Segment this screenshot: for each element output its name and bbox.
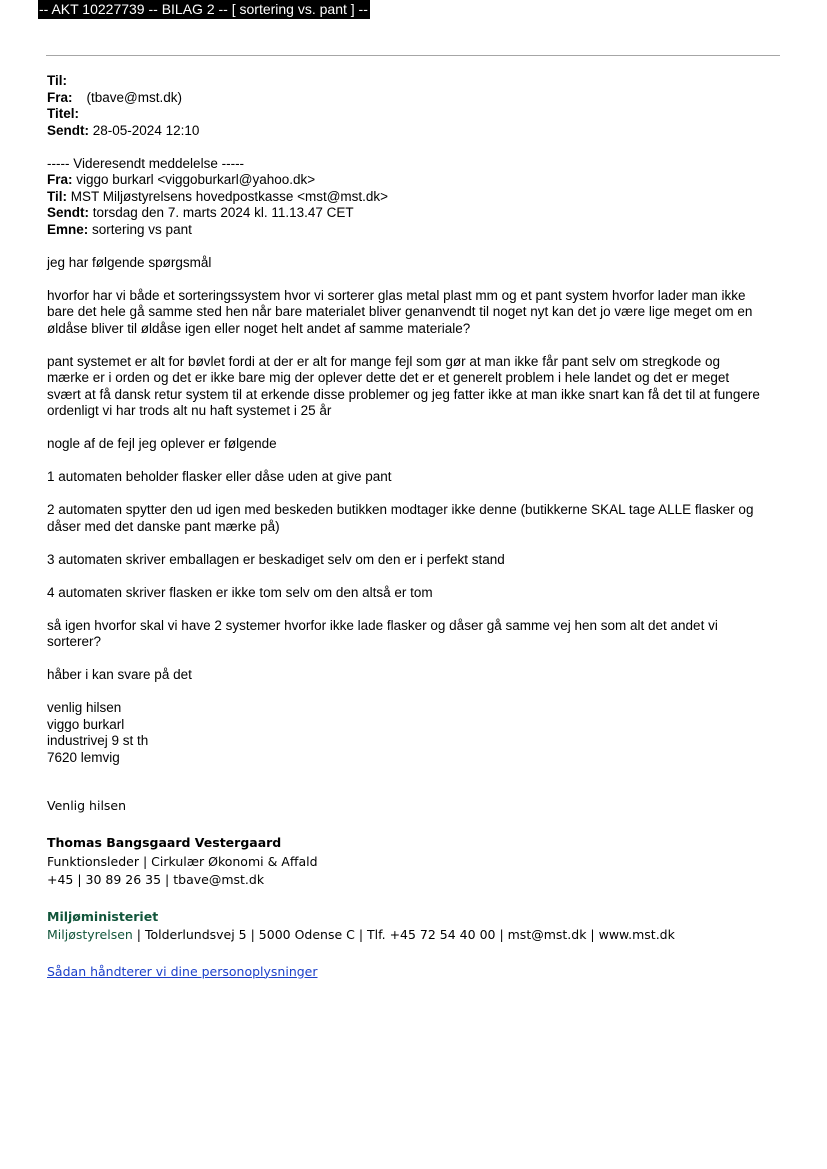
body-paragraph-9: så igen hvorfor skal vi have 2 systemer hvorfor ikke lade flasker og dåser gå samme vej hen som alt det andet vi sorterer? [47,617,718,649]
body-paragraph-3: pant systemet er alt for bøvlet fordi at der er alt for mange fejl som gør at man ikke får pant selv om stregkode og mærke er i orden og det er ikke bare mig der oplever dette det er et generelt problem i hele landet og det er meget svært at få dansk retur system til at erkende disse problemer og jeg fatter ikke at man ikke snart kan få det til at fungere ordenligt vi har trods alt nu haft systemet i 25 år [47,353,760,418]
titel-label: Titel: [47,106,80,121]
fra-label: Fra: [47,89,73,105]
fra-value: (tbave@mst.dk) [86,89,182,105]
fwd-fra-value: viggo burkarl <viggoburkarl@yahoo.dk> [76,172,316,187]
signature-contact: +45 | 30 89 26 35 | tbave@mst.dk [47,872,265,887]
signature-title: Funktionsleder | Cirkulær Økonomi & Affald [47,853,318,869]
signature-agency: Miljøstyrelsen [47,927,133,942]
fwd-emne-value: sortering vs pant [92,221,192,237]
body-paragraph-5: 1 automaten beholder flasker eller dåse uden at give pant [47,469,392,484]
forwarded-header [47,156,782,239]
fwd-sendt-label: Sendt: [47,205,89,220]
body-paragraph-10: håber i kan svare på det [47,667,192,682]
body-paragraph-8: 4 automaten skriver flasken er ikke tom selv om den altså er tom [47,584,433,600]
sendt-label: Sendt: [47,122,89,138]
signature-ministry: Miljøministeriet [47,908,159,924]
document-banner: -- AKT 10227739 -- BILAG 2 -- [ sortering vs. pant ] -- [39,1,368,17]
fwd-til-value: MST Miljøstyrelsens hovedpostkasse <mst@mst.dk> [70,188,389,204]
header-divider [46,55,780,56]
signature-greeting: Venlig hilsen [47,798,127,813]
signature-address-line [47,926,787,945]
til-label: Til: [47,73,67,88]
fwd-til-label: Til: [47,188,67,204]
email-signature [47,797,787,981]
body-paragraph-6: 2 automaten spytter den ud igen med beskeden butikken modtager ikke denne (butikkerne SKAL tage ALLE flasker og dåser med det danske pant mærke på) [47,502,754,534]
signature-name: Thomas Bangsgaard Vestergaard [47,835,282,850]
fwd-sendt-value: torsdag den 7. marts 2024 kl. 11.13.47 CET [92,205,354,220]
body-paragraph-7: 3 automaten skriver emballagen er beskadiget selv om den er i perfekt stand [47,551,505,567]
privacy-policy-link[interactable]: Sådan håndterer vi dine personoplysninger [47,963,318,979]
fwd-emne-label: Emne: [47,221,89,237]
body-paragraph-1: jeg har følgende spørgsmål [47,254,212,270]
outer-header [47,73,782,139]
body-paragraph-2: hvorfor har vi både et sorteringssystem hvor vi sorterer glas metal plast mm og et pant system hvorfor lader man ikke bare det hele gå samme sted hen når bare materialet bliver genanvendt til noget nyt kan det jo være lige meget om en øldåse bliver til øldåse igen eller noget helt andet af samme materiale? [47,287,753,336]
sender-closing: venlig hilsen viggo burkarl industrivej 9 st th 7620 lemvig [47,700,149,765]
sendt-value: 28-05-2024 12:10 [92,122,200,138]
email-document [47,73,782,783]
signature-address: | Tolderlundsvej 5 | 5000 Odense C | Tlf. +45 72 54 40 00 | mst@mst.dk | www.mst.dk [132,927,675,942]
body-paragraph-4: nogle af de fejl jeg oplever er følgende [47,436,277,451]
fwd-fra-label: Fra: [47,172,73,187]
forward-marker: ----- Videresendt meddelelse ----- [47,155,245,171]
